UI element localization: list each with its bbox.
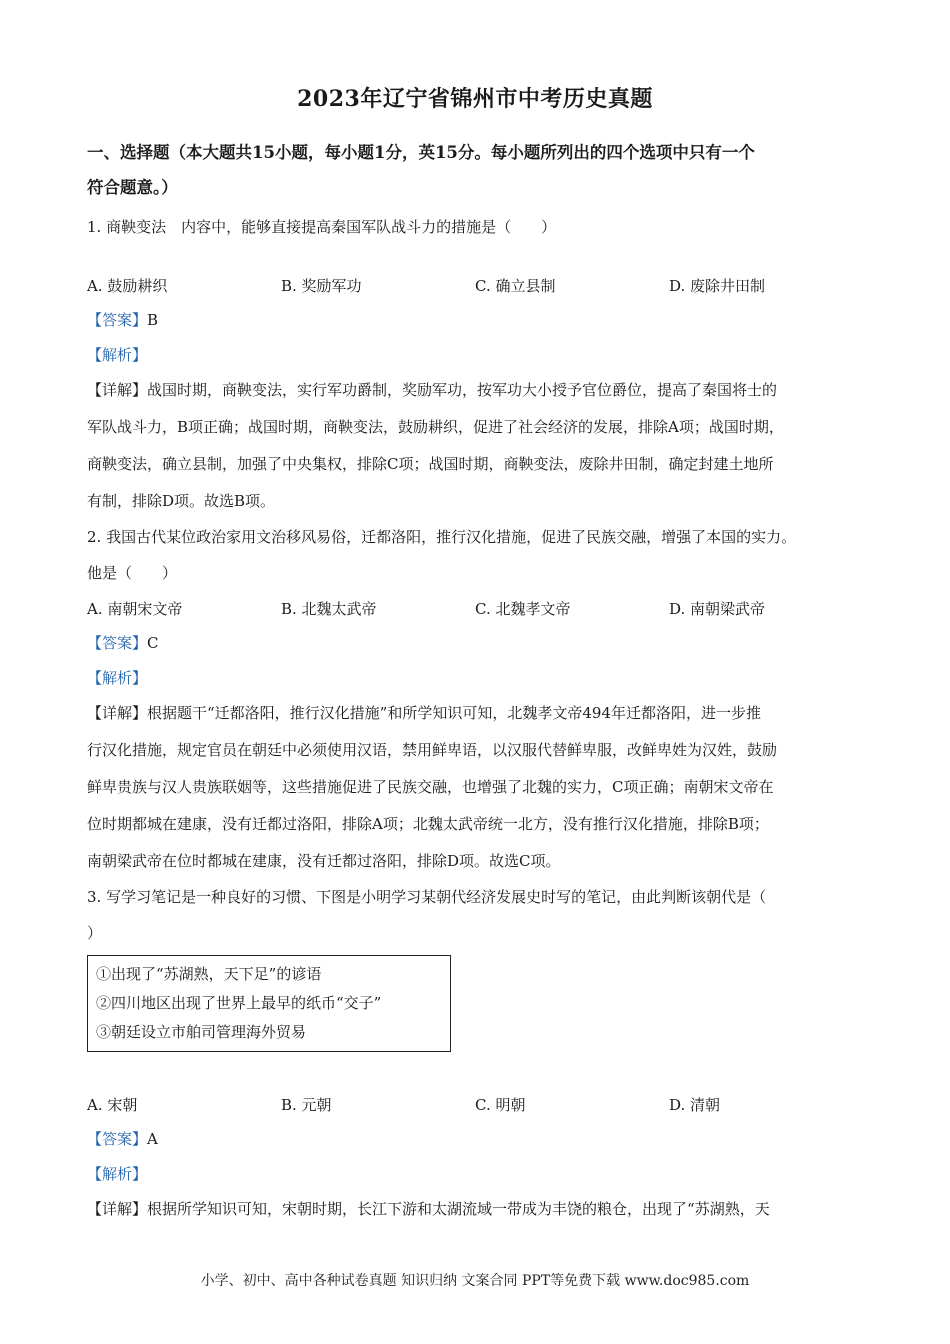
detail-label: 【详解】 [87, 381, 148, 399]
question-2-detail-line: 行汉化措施，规定官员在朝廷中必须使用汉语，禁用鲜卑语，以汉服代替鲜卑服，改鲜卑姓为汉姓，鼓励 [87, 741, 778, 759]
answer-value: C [147, 634, 159, 652]
question-2-analysis [87, 668, 887, 688]
option-d: D. 清朝 [669, 1096, 721, 1114]
option-b: B. 元朝 [281, 1096, 332, 1114]
note-line: ①出现了“苏湖熟，天下足”的谚语 [96, 965, 322, 983]
page-footer: 小学、初中、高中各种试卷真题 知识归纳 文案合同 PPT等免费下载 www.doc985.com [200, 1273, 750, 1289]
option-a: A. 鼓励耕织 [87, 277, 168, 295]
question-2-detail-line: 位时期都城在建康，没有迁都过洛阳，排除A项；北魏太武帝统一北方，没有推行汉化措施，排除B项； [87, 815, 769, 833]
question-2-answer [87, 633, 887, 653]
option-d: D. 南朝梁武帝 [669, 600, 766, 618]
note-line: ③朝廷设立市舶司管理海外贸易 [96, 1023, 307, 1041]
question-3-answer [87, 1129, 887, 1149]
question-3-detail-line [87, 1199, 887, 1219]
question-1-answer [87, 310, 887, 330]
question-1-detail-line: 军队战斗力，B项正确；战国时期，商鞅变法，鼓励耕织，促进了社会经济的发展，排除A项；战国时期， [87, 418, 784, 436]
option-c: C. 明朝 [475, 1096, 526, 1114]
question-3-analysis [87, 1164, 887, 1184]
question-2-options [87, 598, 867, 618]
question-3-options [87, 1094, 867, 1114]
answer-value: A [147, 1130, 158, 1148]
section-heading-line: 符合题意。） [87, 178, 178, 197]
question-2-stem: 他是（ ） [87, 564, 178, 582]
detail-text: 根据题干“迁都洛阳，推行汉化措施”和所学知识可知，北魏孝文帝494年迁都洛阳，进一步推 [147, 704, 761, 722]
question-1-detail-line: 商鞅变法，确立县制，加强了中央集权，排除C项；战国时期，商鞅变法，废除井田制，确定封建土地所 [87, 455, 774, 473]
study-note-box [87, 955, 451, 1052]
option-b: B. 奖励军功 [281, 277, 362, 295]
question-3-stem: 3. 写学习笔记是一种良好的习惯、下图是小明学习某朝代经济发展史时写的笔记，由此判断该朝代是（ [87, 888, 767, 906]
answer-label: 【答案】 [87, 634, 148, 652]
question-2-detail-line: 南朝梁武帝在位时都城在建康，没有迁都过洛阳，排除D项。故选C项。 [87, 852, 561, 870]
question-1-detail-line [87, 380, 887, 400]
page-title: 2023年辽宁省锦州市中考历史真题 [297, 86, 653, 112]
analysis-label: 【解析】 [87, 1165, 148, 1183]
answer-value: B [147, 311, 159, 329]
question-1-stem: 1. 商鞅变法 内容中，能够直接提高秦国军队战斗力的措施是（ ） [87, 218, 557, 236]
section-heading-line: 一、选择题（本大题共15小题，每小题1分，英15分。每小题所列出的四个选项中只有一个 [87, 143, 755, 162]
detail-label: 【详解】 [87, 704, 148, 722]
option-b: B. 北魏太武帝 [281, 600, 377, 618]
analysis-label: 【解析】 [87, 669, 148, 687]
section-heading [87, 135, 877, 205]
question-3-stem: ） [87, 924, 103, 942]
option-a: A. 南朝宋文帝 [87, 600, 183, 618]
detail-text: 战国时期，商鞅变法，实行军功爵制，奖励军功，按军功大小授予官位爵位，提高了秦国将士的 [147, 381, 778, 399]
option-d: D. 废除井田制 [669, 277, 766, 295]
question-1-detail-line: 有制，排除D项。故选B项。 [87, 492, 276, 510]
question-2-stem: 2. 我国古代某位政治家用文治移风易俗，迁都洛阳，推行汉化措施，促进了民族交融，增强了本国的实力。 [87, 528, 797, 546]
detail-label: 【详解】 [87, 1200, 148, 1218]
option-a: A. 宋朝 [87, 1096, 138, 1114]
answer-label: 【答案】 [87, 1130, 148, 1148]
analysis-label: 【解析】 [87, 346, 148, 364]
question-1-options [87, 275, 867, 295]
option-c: C. 确立县制 [475, 277, 556, 295]
answer-label: 【答案】 [87, 311, 148, 329]
question-2-detail-line: 鲜卑贵族与汉人贵族联姻等，这些措施促进了民族交融，也增强了北魏的实力，C项正确；南朝宋文帝在 [87, 778, 774, 796]
note-line: ②四川地区出现了世界上最早的纸币“交子” [96, 994, 382, 1012]
option-c: C. 北魏孝文帝 [475, 600, 571, 618]
question-2-detail-line [87, 703, 887, 723]
question-1-analysis [87, 345, 887, 365]
detail-text: 根据所学知识可知，宋朝时期，长江下游和太湖流域一带成为丰饶的粮仓，出现了“苏湖熟，天 [147, 1200, 770, 1218]
